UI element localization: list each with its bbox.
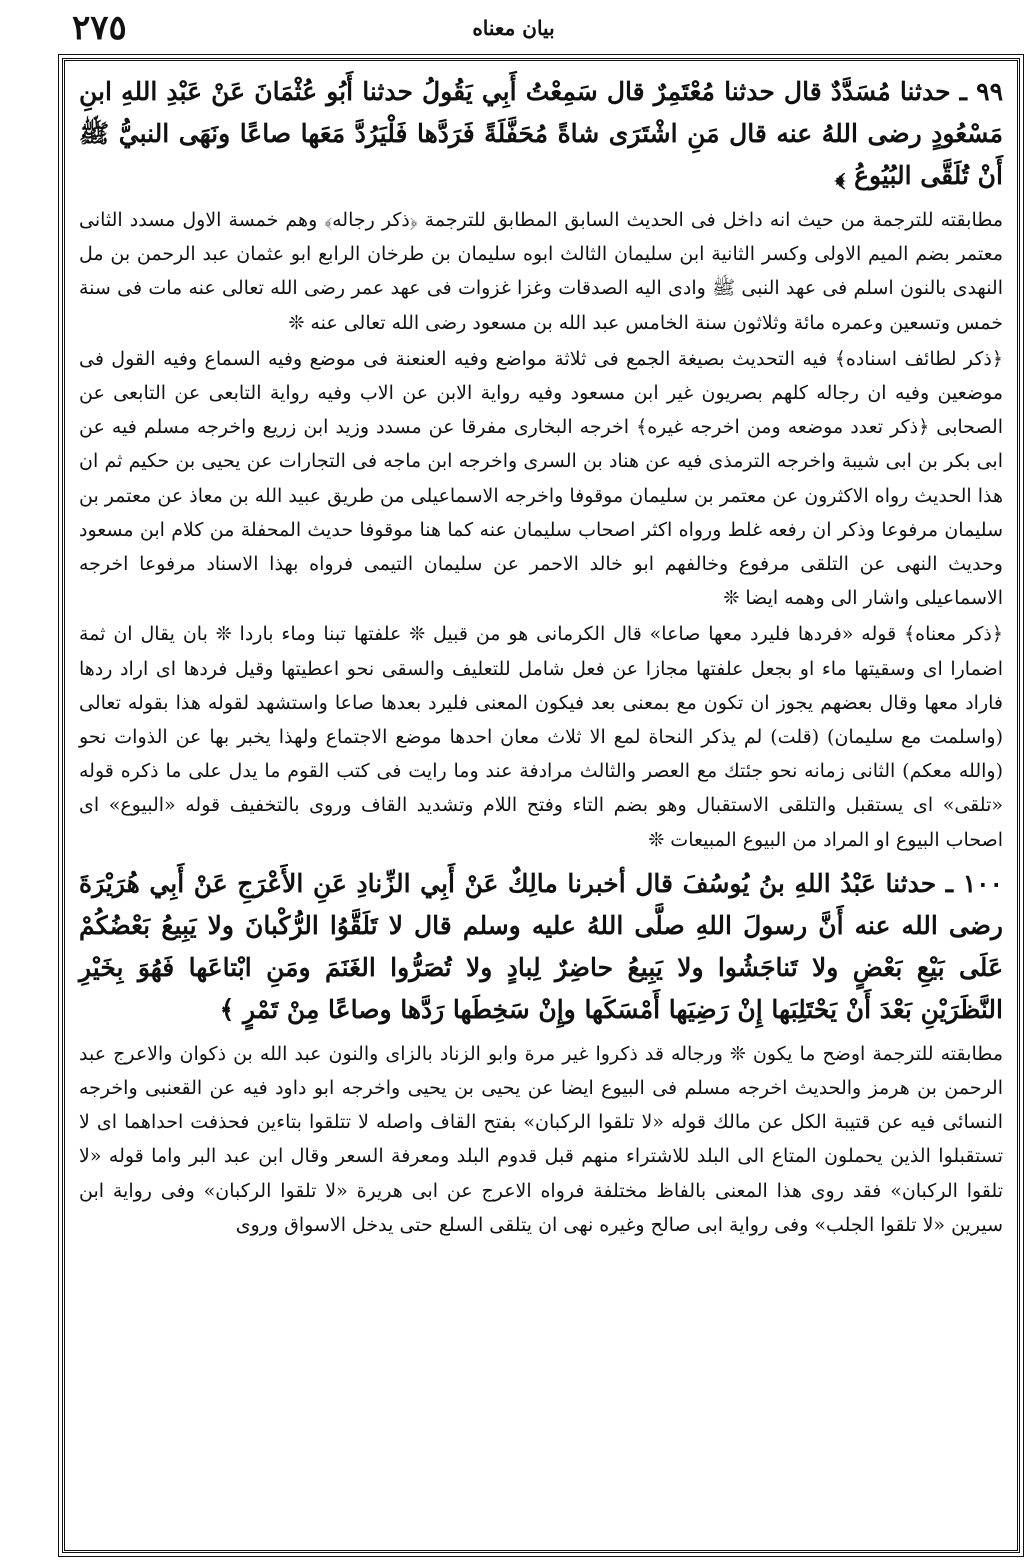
commentary-99-paragraph-3: ﴿ذكر معناه﴾ قوله «فردها فليرد معها صاعا» قال الكرمانى هو من قبيل ❊ علفتها تبنا وماء باردا ❊ بان يقال ان ثمة اضمارا اى وسقيتها ماء او بجعل علفتها مجازا عن فعل شامل للتعليف والسقى نحو اعطيتها وقيل فردها اى اراد ردها فاراد معها وقال بعضهم يجوز ان تكون مع بمعنى بعد فيكون المعنى فليرد بعدها صاعا واستشهد لقوله هذا بقوله تعالى (واسلمت مع سليمان) (قلت) لم يذكر النحاة لمع الا ثلاث معان احدها موضع الاجتماع ولهذا يخبر بها عن الذوات نحو (والله معكم) الثانى زمانه نحو جئتك مع العصر والثالث مرادفة عند وما رايت فى كتب القوم ما يدل على ما ذكره قوله «تلقى» اى يستقبل والتلقى الاستقبال وهو بضم التاء وفتح اللام وتشديد القاف وروى بالتخفيف قوله «البيوع» اى اصحاب البيوع او المراد من البيوع المبيعات ❊ (79, 623, 1003, 851)
commentary-99-paragraph-2: ﴿ذكر لطائف اسناده﴾ فيه التحديث بصيغة الجمع فى ثلاثة مواضع وفيه العنعنة فى موضع وفيه السماع وفيه القول فى موضعين وفيه ان رجاله كلهم بصريون غير ابن مسعود وفيه رواية الابن عن الاب وفيه رواية التابعى عن التابعى عن الصحابى ﴿ذكر تعدد موضعه ومن اخرجه غيره﴾ اخرجه البخارى مفرقا عن مسدد وزيد ابن زريع واخرجه مسلم فيه عن ابى بكر بن ابى شيبة واخرجه الترمذى فيه عن هناد بن السرى واخرجه ابن ماجه فى التجارات عن يحيى بن حكيم ثم ان هذا الحديث رواه الاكثرون عن معتمر بن سليمان موقوفا واخرجه الاسماعيلى من طريق عبيد الله بن معاذ عن معتمر بن سليمان مرفوعا وذكر ان رفعه غلط ورواه اكثر اصحاب سليمان عنه كما هنا موقوفا حديث المحفلة من كلام ابن مسعود وحديث النهى عن التلقى مرفوع وخالفهم ابو خالد الاحمر عن سليمان التيمى فرواه بهذا الاسناد مرفوعا اخرجه الاسماعيلى واشار الى وهمه ايضا ❊ (79, 347, 1004, 610)
page-frame (62, 58, 1020, 1553)
commentary-99-paragraph-1: مطابقته للترجمة من حيث انه داخل فى الحديث السابق المطابق للترجمة ﴿ذكر رجاله﴾ وهم خمسة الاول مسدد الثانى معتمر بضم الميم الاولى وكسر الثانية ابن سليمان الثالث ابوه سليمان بن طرخان الرابع ابو عثمان عبد الرحمن بن مل النهدى بالنون اسلم فى عهد النبى ﷺ وادى اليه الصدقات وغزا غزوات فى عهد عمر رضى الله تعالى عنه مات فى سنة خمس وتسعين وعمره مائة وثلاثون سنة الخامس عبد الله بن مسعود رضى الله تعالى عنه ❊ (79, 209, 1003, 334)
hadith-99-text: ٩٩ ـ حدثنا مُسَدَّدٌ قال حدثنا مُعْتَمِرٌ قال سَمِعْتُ أَبِي يَقُولُ حدثنا أَبُو عُثْمَانَ عَنْ عَبْدِ اللهِ ابنِ مَسْعُودٍ رضى اللهُ عنه قال مَنِ اشْتَرَى شاةً مُحَفَّلَةً فَرَدَّها فَلْيَرُدَّ مَعَها صاعًا ونَهَى النبيُّ ﷺ أَنْ تُلَقَّى البُيُوعُ ﴾ (79, 77, 1003, 190)
commentary-100-paragraph-1: مطابقته للترجمة اوضح ما يكون ❊ ورجاله قد ذكروا غير مرة وابو الزناد بالزاى والنون عبد الله بن ذكوان والاعرج عبد الرحمن بن هرمز والحديث اخرجه مسلم فى البيوع ايضا عن يحيى بن يحيى واخرجه ابو داود فيه عن القعنبى واخرجه النسائى فيه عن قتيبة الكل عن مالك قوله «لا تلقوا الركبان» بفتح القاف واصله لا تتلقوا بتاءين فحذفت احداهما اى لا تستقبلوا الذين يحملون المتاع الى البلد للاشتراء منهم قبل قدوم البلد ومعرفة السعر وقال ابن عبد البر واما قوله «لا تلقوا الركبان» فقد روى هذا المعنى بالفاظ مختلفة فرواه الاعرج عن ابى هريرة «لا تلقوا الركبان» وفى رواية ابن سيرين «لا تلقوا الجلب» وفى رواية ابى صالح وغيره نهى ان يتلقى السلع حتى يدخل الاسواق وروى (79, 1042, 1003, 1236)
page-number: ٢٧٥ (72, 8, 127, 48)
running-title: بيان معناه (472, 16, 555, 40)
hadith-100-text: ١٠٠ ـ حدثنا عَبْدُ اللهِ بنُ يُوسُفَ قال أخبرنا مالِكٌ عَنْ أَبِي الزِّنادِ عَنِ الأَعْرَجِ عَنْ أَبِي هُرَيْرَةَ رضى الله عنه أَنَّ رسولَ اللهِ صلَّى اللهُ عليه وسلم قال لا تَلَقَّوُا الرُّكْبانَ ولا يَبِيعُ بَعْضُكُمْ عَلَى بَيْعِ بَعْضٍ ولا تَناجَشُوا ولا يَبِيعُ حاضِرٌ لِبادٍ ولا تُصَرُّوا الغَنَمَ ومَنِ ابْتاعَها فَهُوَ بِخَيْرِ النَّظَرَيْنِ بَعْدَ أَنْ يَحْتَلِبَها إِنْ رَضِيَها أَمْسَكَها وإِنْ سَخِطَها رَدَّها وصاعًا مِنْ تَمْرٍ ﴾ (79, 868, 1003, 1024)
page-header (50, 6, 977, 52)
